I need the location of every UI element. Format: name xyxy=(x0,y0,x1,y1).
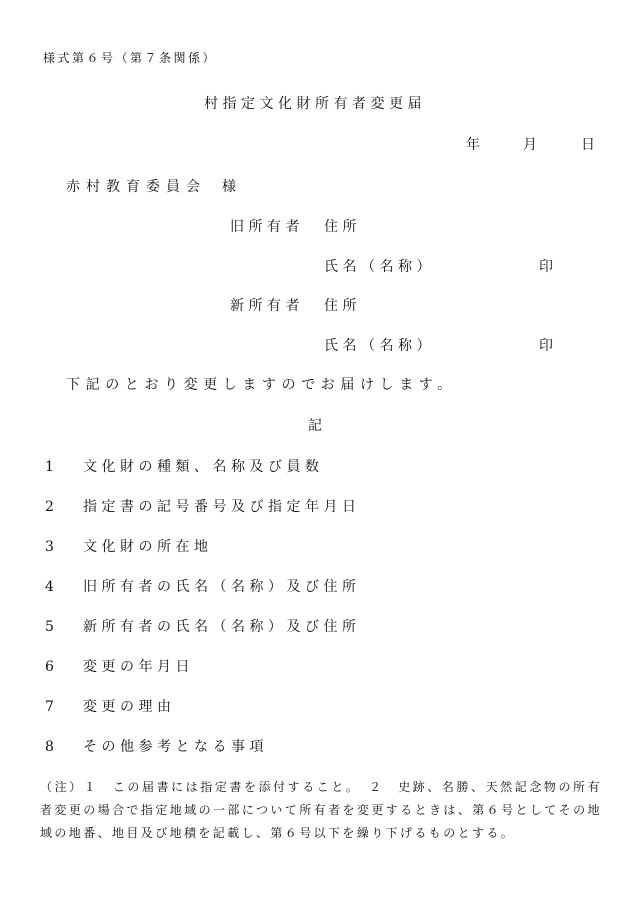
new-owner-seal-mark: 印 xyxy=(539,338,553,354)
old-owner-role: 旧所有者 xyxy=(230,219,304,235)
new-owner-role: 新所有者 xyxy=(230,298,304,314)
date-month-label: 月 xyxy=(523,137,537,153)
list-item xyxy=(45,696,176,716)
list-item xyxy=(45,736,268,756)
document-title: 村指定文化財所有者変更届 xyxy=(204,96,426,112)
item-text: 旧所有者の氏名（名称）及び住所 xyxy=(83,579,361,595)
item-number: 5 xyxy=(45,619,54,635)
item-number: 6 xyxy=(45,659,54,675)
ki-heading: 記 xyxy=(308,418,322,434)
list-item xyxy=(45,576,361,596)
old-owner-name-label: 氏名（名称） xyxy=(324,259,435,275)
item-number: 7 xyxy=(45,699,54,715)
item-number: 1 xyxy=(45,459,54,475)
new-owner-name-label: 氏名（名称） xyxy=(324,338,435,354)
list-item xyxy=(45,616,361,636)
item-text: 変更の理由 xyxy=(83,699,176,715)
item-text: 文化財の種類、名称及び員数 xyxy=(83,459,324,475)
date-year-label: 年 xyxy=(466,137,480,153)
item-text: 変更の年月日 xyxy=(83,659,194,675)
item-number: 8 xyxy=(45,739,54,755)
item-number: 3 xyxy=(45,539,54,555)
list-item xyxy=(45,496,361,516)
old-owner-seal-mark: 印 xyxy=(539,259,553,275)
item-text: 指定書の記号番号及び指定年月日 xyxy=(83,499,361,515)
item-text: 新所有者の氏名（名称）及び住所 xyxy=(83,619,361,635)
form-number: 様式第６号（第７条関係） xyxy=(43,51,218,65)
date-day-label: 日 xyxy=(581,137,595,153)
list-item xyxy=(45,536,213,556)
old-owner-address-label: 住所 xyxy=(324,219,361,235)
addressee-name: 赤村教育委員会 xyxy=(66,179,206,195)
new-owner-address-label: 住所 xyxy=(324,298,361,314)
item-text: 文化財の所在地 xyxy=(83,539,213,555)
addressee xyxy=(66,176,242,196)
list-item xyxy=(45,456,324,476)
addressee-honorific: 様 xyxy=(222,179,242,195)
intro-sentence: 下記のとおり変更しますのでお届けします。 xyxy=(66,377,457,393)
item-number: 2 xyxy=(45,499,54,515)
item-number: 4 xyxy=(45,579,54,595)
list-item xyxy=(45,656,194,676)
item-text: その他参考となる事項 xyxy=(83,739,268,755)
footnote: （注）１ この届書には指定書を添付すること。 ２ 史跡、名勝、天然記念物の所有者変更の場合で指定地域の一部について所有者を変更するときは、第６号としてその地域の地番、地目及び地積を記載し、第６号以下を繰り下げるものとする。 xyxy=(40,780,602,840)
